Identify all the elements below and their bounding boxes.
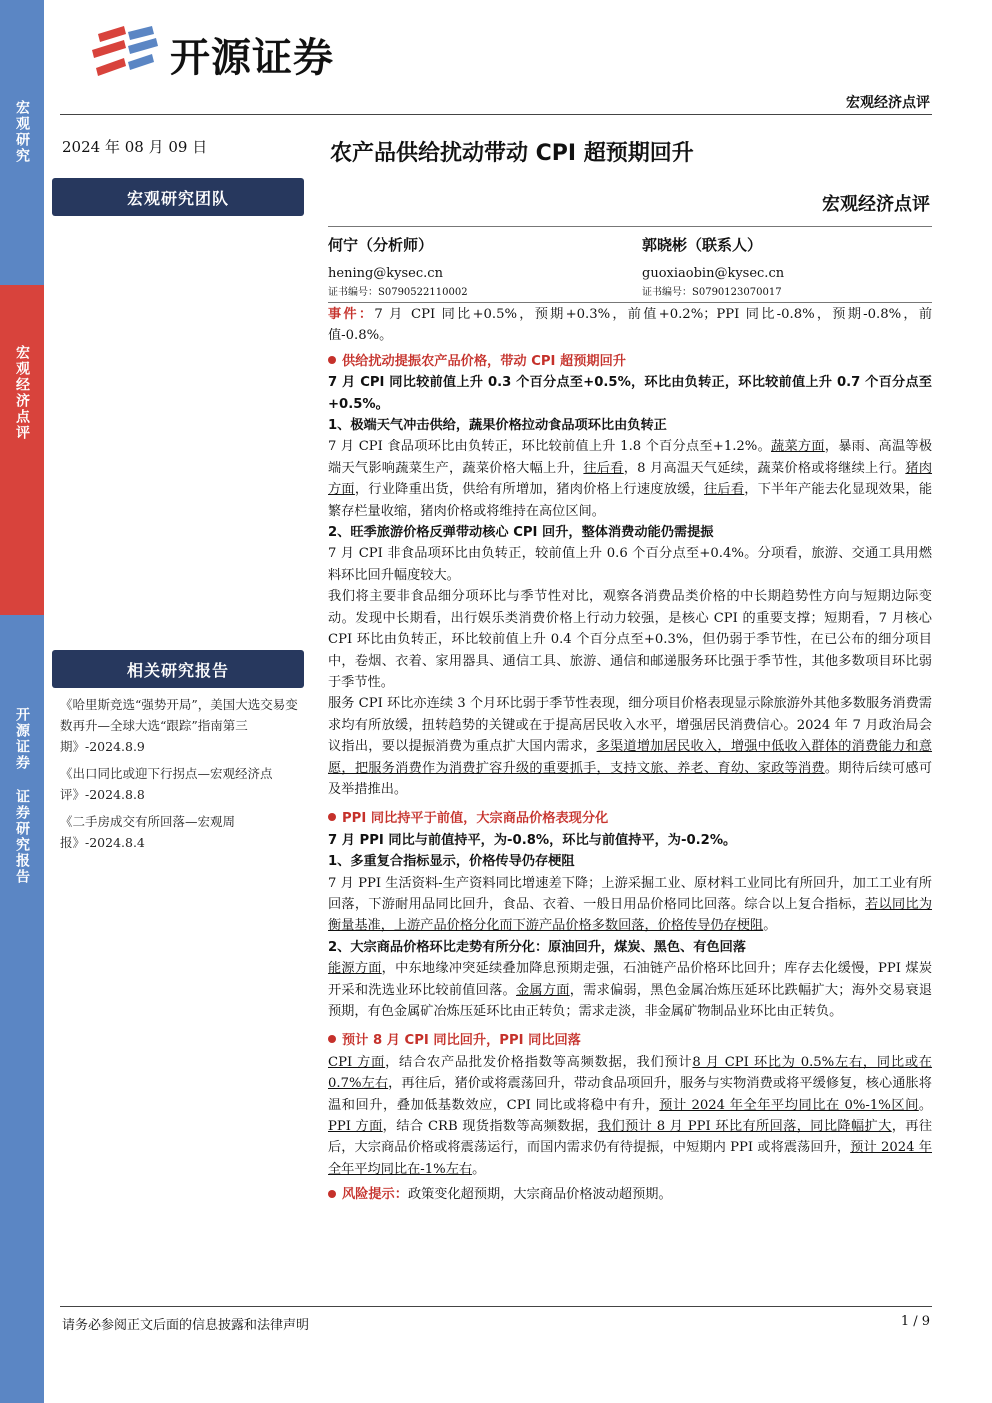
bullet-icon xyxy=(328,356,336,364)
side-label-type: 宏观经济点评 xyxy=(14,345,30,441)
analyst-cert: 证书编号：S0790123070017 xyxy=(642,287,782,298)
event-text: 7 月 CPI 同比+0.5%，预期+0.3%，前值+0.2%；PPI 同比-0.8%，预期-0.8%，前值-0.8%。 xyxy=(328,307,933,344)
risk-text: 政策变化超预期，大宗商品价格波动超预期。 xyxy=(407,1187,672,1203)
report-title: 农产品供给扰动带动 CPI 超预期回升 xyxy=(330,141,694,166)
analyst-cert: 证书编号：S0790522110002 xyxy=(328,287,468,298)
section-3-para: CPI 方面，结合农产品批发价格指数等高频数据，我们预计8 月 CPI 环比为 0.5%左右，同比或在 0.7%左右，再往后，猪价或将震荡回升，带动食品项回升，服务与实物消费或将平缓修复，核心通胀将温和回升，叠加低基数效应，CPI 同比或将稳中有升，预计 2024 年全年平均同比在 0%-1%区间。PPI 方面，结合 CRB 现货指数等高频数据，我们预计 8 月 PPI 环比有所回落，同比降幅扩大，再往后，大宗商品价格或将震荡运行，而国内需求仍有待提振，中短期内 PPI 或将震荡回升，预计 2024 年全年平均同比在-1%左右。 xyxy=(328,1054,933,1177)
report-category: 宏观经济点评 xyxy=(846,95,930,111)
section-2-para-1: 7 月 PPI 生活资料-生产资料同比增速差下降；上游采掘工业、原材料工业同比有所回升，加工工业有所回落，下游耐用品同比回升，食品、衣着、一般日用品价格同比回落。综合以上复合指标，若以同比为衡量基准，上游产品价格分化而下游产品价格多数回落，价格传导仍存梗阻。 xyxy=(328,875,933,934)
report-date: 2024 年 08 月 09 日 xyxy=(62,138,208,156)
analyst-1 xyxy=(328,238,468,298)
section-1-para-2: 7 月 CPI 非食品项环比由负转正，较前值上升 0.6 个百分点至+0.4%。分项看，旅游、交通工具用燃料环比回升幅度较大。 xyxy=(328,546,932,583)
brand-name: 开源证券 xyxy=(170,34,334,81)
report-body xyxy=(328,304,932,1206)
logo-icon xyxy=(90,24,160,84)
analyst-top-divider xyxy=(328,226,932,227)
section-1-sub-1: 1、极端天气冲击供给，蔬果价格拉动食品项环比由负转正 xyxy=(328,418,667,434)
page-number: 1 / 9 xyxy=(900,1314,930,1329)
section-1-para-4: 服务 CPI 环比亦连续 3 个月环比弱于季节性表现，细分项目价格表现显示除旅游外其他多数服务消费需求均有所放缓，扭转趋势的关键或在于提高居民收入水平，增强居民消费信心。2024 年 7 月政治局会议指出，要以提振消费为重点扩大国内需求，多渠道增加居民收入，增强中低收入群体的消费能力和意愿，把服务消费作为消费扩容升级的重要抓手，支持文旅、养老、育幼、家政等消费。期待后续可感可及举措推出。 xyxy=(328,696,933,797)
section-1-sub-2: 2、旺季旅游价格反弹带动核心 CPI 回升，整体消费动能仍需提振 xyxy=(328,525,714,541)
risk-label: 风险提示： xyxy=(342,1187,408,1203)
analyst-name: 何宁（分析师） xyxy=(328,236,434,254)
brand-logo xyxy=(90,24,334,84)
section-2-para-2: 能源方面，中东地缘冲突延续叠加降息预期走强，石油链产品价格环比回升；库存去化缓慢，PPI 煤炭开采和洗选业环比较前值回落。金属方面，需求偏弱，黑色金属冶炼压延环比跌幅扩大；海外交易衰退预期，有色金属矿冶炼压延环比由正转负；需求走淡，非金属矿物制品业环比由正转负。 xyxy=(328,961,933,1019)
bullet-icon xyxy=(328,813,336,821)
analyst-name: 郭晓彬（联系人） xyxy=(642,236,763,254)
analyst-2 xyxy=(642,238,784,298)
section-1-para-1: 7 月 CPI 食品项环比由负转正，环比较前值上升 1.8 个百分点至+1.2%。蔬菜方面，暴雨、高温等极端天气影响蔬菜生产，蔬菜价格大幅上升，往后看，8 月高温天气延续，蔬菜价格或将继续上行。猪肉方面，行业降重出货，供给有所增加，猪肉价格上行速度放缓，往后看，下半年产能去化显现效果，能繁存栏量收缩，猪肉价格或将维持在高位区间。 xyxy=(328,439,933,519)
footer-disclaimer: 请务必参阅正文后面的信息披露和法律声明 xyxy=(62,1318,310,1333)
related-reports xyxy=(60,694,308,859)
side-bar-top xyxy=(0,0,44,285)
reports-box: 相关研究报告 xyxy=(52,650,304,688)
section-2-lead: 7 月 PPI 同比与前值持平，为-0.8%，环比与前值持平，为-0.2%。 xyxy=(328,832,737,848)
analyst-email: hening@kysec.cn xyxy=(328,266,443,281)
section-1-lead: 7 月 CPI 同比较前值上升 0.3 个百分点至+0.5%，环比由负转正，环比较前值上升 0.7 个百分点至+0.5%。 xyxy=(328,375,932,412)
analyst-email: guoxiaobin@kysec.cn xyxy=(642,266,785,281)
side-label-macro: 宏观研究 xyxy=(14,100,30,164)
team-box: 宏观研究团队 xyxy=(52,178,304,216)
risk-paragraph xyxy=(328,1184,932,1205)
bullet-icon xyxy=(328,1190,336,1198)
section-2-sub-1: 1、多重复合指标显示，价格传导仍存梗阻 xyxy=(328,854,575,870)
bullet-icon xyxy=(328,1035,336,1043)
section-2-sub-2: 2、大宗商品价格环比走势有所分化：原油回升，煤炭、黑色、有色回落 xyxy=(328,939,746,955)
section-2-heading: PPI 同比持平于前值，大宗商品价格表现分化 xyxy=(328,808,932,829)
section-3-heading: 预计 8 月 CPI 同比回升，PPI 同比回落 xyxy=(328,1030,932,1051)
report-link[interactable]: 《出口同比或迎下行拐点—宏观经济点评》-2024.8.8 xyxy=(60,766,273,802)
side-bar-middle xyxy=(0,285,44,615)
side-label-firm: 开源证券 证券研究报告 xyxy=(14,707,30,885)
footer-divider xyxy=(60,1306,932,1307)
report-link[interactable]: 《哈里斯竞选“强势开局”，美国大选交易变数再升—全球大选“跟踪”指南第三期》-2024.8.9 xyxy=(60,697,298,754)
report-link[interactable]: 《二手房成交有所回落—宏观周报》-2024.8.4 xyxy=(60,814,236,850)
section-1-para-3: 我们将主要非食品细分项环比与季节性对比，观察各消费品类价格的中长期趋势性方向与短期边际变动。发现中长期看，出行娱乐类消费价格上行动力较强，是核心 CPI 的重要支撑；短期看，7 月核心 CPI 环比由负转正，环比较前值上升 0.4 个百分点至+0.3%，但仍弱于季节性，在已公布的细分项目中，卷烟、衣着、家用器具、通信工具、旅游、通信和邮递服务环比强于季节性，其他多数项目环比弱于季节性。 xyxy=(328,589,932,690)
analyst-bottom-divider xyxy=(328,302,932,303)
event-label: 事件： xyxy=(328,307,375,322)
header-divider xyxy=(60,114,932,115)
report-subtitle: 宏观经济点评 xyxy=(822,194,930,215)
section-1-heading: 供给扰动提振农产品价格，带动 CPI 超预期回升 xyxy=(328,351,932,372)
event-paragraph xyxy=(328,304,932,347)
side-bar-bottom xyxy=(0,615,44,1403)
